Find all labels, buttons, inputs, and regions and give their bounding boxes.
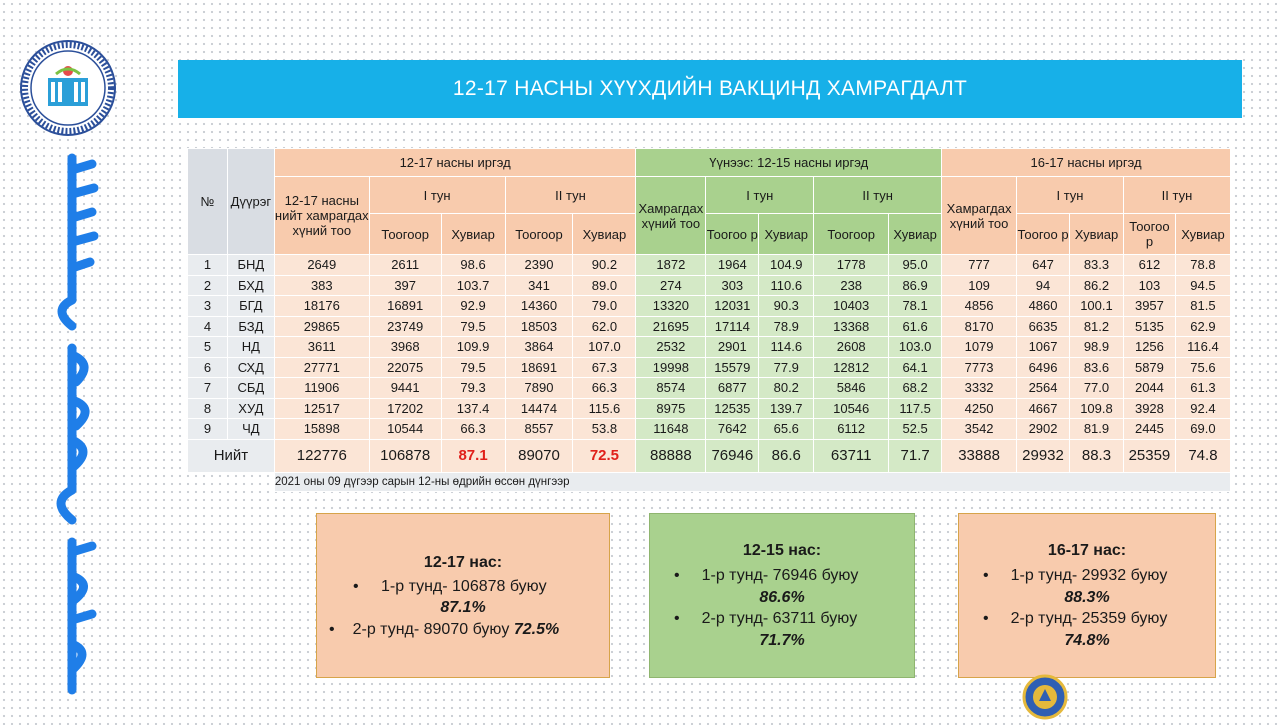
table-cell: 17114 [706, 316, 759, 337]
table-cell: 81.5 [1175, 296, 1230, 317]
table-cell: 88.3 [1070, 439, 1124, 472]
page-title: 12-17 НАСНЫ ХҮҮХДИЙН ВАКЦИНД ХАМРАГДАЛТ [178, 60, 1242, 118]
vaccination-table [187, 148, 1231, 492]
table-cell: 6112 [814, 419, 889, 440]
table-cell: 94 [1017, 275, 1070, 296]
summary-percent: 72.5% [513, 621, 560, 638]
table-row [188, 296, 1231, 317]
table-cell-highlight: 72.5 [573, 439, 636, 472]
table-cell: 7890 [505, 378, 573, 399]
table-cell: 61.3 [1175, 378, 1230, 399]
table-cell: 3957 [1123, 296, 1175, 317]
table-cell: 14360 [505, 296, 573, 317]
row-number: 6 [188, 357, 228, 378]
summary-line [983, 610, 1167, 628]
table-cell: 8170 [942, 316, 1017, 337]
table-cell: 12535 [706, 398, 759, 419]
table-cell: 18691 [505, 357, 573, 378]
table-cell: 92.9 [441, 296, 505, 317]
table-cell: 61.6 [889, 316, 942, 337]
table-row [188, 357, 1231, 378]
table-cell: 2611 [369, 255, 441, 276]
group-header-12-17: 12-17 насны иргэд [274, 149, 636, 177]
col-header-district: Дүүрэг [227, 149, 274, 255]
table-cell: 78.8 [1175, 255, 1230, 276]
table-row [188, 255, 1231, 276]
table-cell: 83.3 [1070, 255, 1124, 276]
table-row [188, 398, 1231, 419]
table-cell: 274 [636, 275, 706, 296]
summary-text: 1-р тунд- 106878 буюу [381, 578, 547, 595]
col-header-total-12-17: 12-17 насны нийт хамрагдах хүний тоо [274, 177, 369, 255]
table-cell: 110.6 [759, 275, 814, 296]
table-cell: 62.9 [1175, 316, 1230, 337]
vaccination-table-wrap [187, 148, 1231, 492]
table-cell: 397 [369, 275, 441, 296]
table-cell: 3611 [274, 337, 369, 358]
table-cell: 33888 [942, 439, 1017, 472]
table-cell: 2608 [814, 337, 889, 358]
row-number: 5 [188, 337, 228, 358]
table-cell: 139.7 [759, 398, 814, 419]
summary-box-16-17 [958, 513, 1216, 678]
col-header-dose1: I тун [1017, 177, 1124, 214]
table-cell: 23749 [369, 316, 441, 337]
district-name: СХД [227, 357, 274, 378]
table-cell: 2044 [1123, 378, 1175, 399]
district-name: БХД [227, 275, 274, 296]
district-name: СБД [227, 378, 274, 399]
table-cell: 8975 [636, 398, 706, 419]
table-cell: 66.3 [441, 419, 505, 440]
bullet-icon: • [353, 578, 359, 595]
total-label: Нийт [188, 439, 275, 472]
summary-text: 2-р тунд- 89070 буюу [352, 621, 510, 638]
district-name: БГД [227, 296, 274, 317]
table-cell: 12812 [814, 357, 889, 378]
table-cell: 12517 [274, 398, 369, 419]
group-header-16-17: 16-17 насны иргэд [942, 149, 1231, 177]
table-cell: 3864 [505, 337, 573, 358]
table-cell: 29932 [1017, 439, 1070, 472]
table-cell: 13320 [636, 296, 706, 317]
col-header-count: Тоогоо р [1017, 214, 1070, 255]
table-cell: 90.3 [759, 296, 814, 317]
summary-percent: 74.8% [1064, 632, 1110, 649]
summary-text: 2-р тунд- 25359 буюу [1010, 610, 1168, 627]
table-cell: 25359 [1123, 439, 1175, 472]
district-name: ЧД [227, 419, 274, 440]
table-cell: 53.8 [573, 419, 636, 440]
col-header-no: № [188, 149, 228, 255]
table-cell: 3968 [369, 337, 441, 358]
table-cell: 52.5 [889, 419, 942, 440]
table-cell: 78.9 [759, 316, 814, 337]
table-cell: 4250 [942, 398, 1017, 419]
table-cell: 18503 [505, 316, 573, 337]
summary-percent: 88.3% [1064, 589, 1110, 606]
table-cell: 10403 [814, 296, 889, 317]
col-header-dose2: II тун [505, 177, 636, 214]
col-header-total-12-15: Хамрагдах хүний тоо [636, 177, 706, 255]
row-number: 8 [188, 398, 228, 419]
table-cell: 68.2 [889, 378, 942, 399]
col-header-percent: Хувиар [573, 214, 636, 255]
table-cell: 94.5 [1175, 275, 1230, 296]
table-cell: 1778 [814, 255, 889, 276]
table-cell: 114.6 [759, 337, 814, 358]
table-cell: 18176 [274, 296, 369, 317]
summary-line [329, 621, 559, 639]
table-cell: 62.0 [573, 316, 636, 337]
table-cell: 89070 [505, 439, 573, 472]
col-header-dose2: II тун [1123, 177, 1230, 214]
col-header-percent: Хувиар [1070, 214, 1124, 255]
table-cell: 69.0 [1175, 419, 1230, 440]
table-cell: 10546 [814, 398, 889, 419]
table-cell: 79.0 [573, 296, 636, 317]
table-cell: 17202 [369, 398, 441, 419]
summary-line [674, 567, 858, 585]
table-cell: 2649 [274, 255, 369, 276]
table-cell: 8557 [505, 419, 573, 440]
table-cell: 109.8 [1070, 398, 1124, 419]
table-cell: 63711 [814, 439, 889, 472]
col-header-count: Тоогоор [505, 214, 573, 255]
table-cell: 103.7 [441, 275, 505, 296]
table-footnote: 2021 оны 09 дүгээр сарын 12-ны өдрийн өссөн дүнгээр [274, 472, 1230, 491]
col-header-count: Тоогоо р [706, 214, 759, 255]
col-header-count: Тоогоор [814, 214, 889, 255]
table-cell: 9441 [369, 378, 441, 399]
col-header-percent: Хувиар [759, 214, 814, 255]
table-cell: 1964 [706, 255, 759, 276]
summary-percent: 87.1% [440, 599, 486, 616]
table-cell: 6635 [1017, 316, 1070, 337]
table-cell: 1256 [1123, 337, 1175, 358]
table-cell: 13368 [814, 316, 889, 337]
bullet-icon: • [983, 567, 989, 584]
group-header-12-15: Үүнээс: 12-15 насны иргэд [636, 149, 942, 177]
table-cell: 122776 [274, 439, 369, 472]
table-cell: 78.1 [889, 296, 942, 317]
mongolian-script-decoration [42, 150, 102, 695]
table-cell: 1079 [942, 337, 1017, 358]
table-row [188, 419, 1231, 440]
summary-line [674, 610, 857, 628]
col-header-dose2: II тун [814, 177, 942, 214]
district-name: ХУД [227, 398, 274, 419]
table-cell: 4667 [1017, 398, 1070, 419]
state-emblem-icon [1022, 674, 1068, 720]
row-number: 3 [188, 296, 228, 317]
table-cell: 2445 [1123, 419, 1175, 440]
table-cell: 2901 [706, 337, 759, 358]
table-cell: 777 [942, 255, 1017, 276]
table-cell: 79.3 [441, 378, 505, 399]
table-cell: 75.6 [1175, 357, 1230, 378]
table-cell: 116.4 [1175, 337, 1230, 358]
table-cell: 3542 [942, 419, 1017, 440]
summary-line [983, 567, 1167, 585]
table-cell: 11648 [636, 419, 706, 440]
table-cell: 16891 [369, 296, 441, 317]
col-header-percent: Хувиар [1175, 214, 1230, 255]
table-cell: 95.0 [889, 255, 942, 276]
summary-heading: 16-17 нас: [1047, 542, 1127, 559]
table-row [188, 275, 1231, 296]
table-cell: 647 [1017, 255, 1070, 276]
col-header-percent: Хувиар [441, 214, 505, 255]
row-number: 7 [188, 378, 228, 399]
bullet-icon: • [674, 567, 680, 584]
table-cell: 86.2 [1070, 275, 1124, 296]
table-cell: 5135 [1123, 316, 1175, 337]
table-cell: 79.5 [441, 316, 505, 337]
table-cell: 88888 [636, 439, 706, 472]
table-cell: 2390 [505, 255, 573, 276]
table-cell: 106878 [369, 439, 441, 472]
col-header-dose1: I тун [369, 177, 505, 214]
table-cell: 103.0 [889, 337, 942, 358]
table-cell: 7642 [706, 419, 759, 440]
table-cell: 98.6 [441, 255, 505, 276]
table-cell: 92.4 [1175, 398, 1230, 419]
row-number: 9 [188, 419, 228, 440]
table-cell: 4860 [1017, 296, 1070, 317]
table-cell: 3332 [942, 378, 1017, 399]
table-cell: 83.6 [1070, 357, 1124, 378]
table-cell: 100.1 [1070, 296, 1124, 317]
table-cell: 86.9 [889, 275, 942, 296]
row-number: 2 [188, 275, 228, 296]
note-spacer [188, 472, 275, 491]
col-header-total-16-17: Хамрагдах хүний тоо [942, 177, 1017, 255]
table-cell: 1067 [1017, 337, 1070, 358]
summary-heading: 12-17 нас: [423, 554, 503, 571]
table-cell: 7773 [942, 357, 1017, 378]
table-cell: 12031 [706, 296, 759, 317]
row-number: 4 [188, 316, 228, 337]
table-cell: 1872 [636, 255, 706, 276]
table-cell: 19998 [636, 357, 706, 378]
table-cell: 71.7 [889, 439, 942, 472]
table-cell: 383 [274, 275, 369, 296]
table-cell: 109 [942, 275, 1017, 296]
district-name: БНД [227, 255, 274, 276]
summary-box-12-15 [649, 513, 915, 678]
table-cell: 15579 [706, 357, 759, 378]
table-cell: 10544 [369, 419, 441, 440]
summary-text: 2-р тунд- 63711 буюу [701, 610, 858, 627]
table-cell: 15898 [274, 419, 369, 440]
bullet-icon: • [983, 610, 989, 627]
table-cell: 5846 [814, 378, 889, 399]
table-cell: 98.9 [1070, 337, 1124, 358]
summary-heading: 12-15 нас: [742, 542, 822, 559]
col-header-count: Тоогоо р [1123, 214, 1175, 255]
table-row [188, 316, 1231, 337]
table-cell: 22075 [369, 357, 441, 378]
bullet-icon: • [329, 621, 335, 638]
summary-box-12-17 [316, 513, 610, 678]
table-cell: 29865 [274, 316, 369, 337]
col-header-percent: Хувиар [889, 214, 942, 255]
table-row [188, 378, 1231, 399]
table-cell: 2564 [1017, 378, 1070, 399]
table-cell: 103 [1123, 275, 1175, 296]
table-cell: 86.6 [759, 439, 814, 472]
table-cell-highlight: 87.1 [441, 439, 505, 472]
table-cell: 104.9 [759, 255, 814, 276]
summary-text: 1-р тунд- 29932 буюу [1010, 567, 1168, 584]
table-cell: 89.0 [573, 275, 636, 296]
table-cell: 303 [706, 275, 759, 296]
table-cell: 115.6 [573, 398, 636, 419]
table-cell: 4856 [942, 296, 1017, 317]
table-cell: 74.8 [1175, 439, 1230, 472]
table-cell: 612 [1123, 255, 1175, 276]
table-cell: 67.3 [573, 357, 636, 378]
table-row [188, 337, 1231, 358]
summary-text: 1-р тунд- 76946 буюу [701, 567, 859, 584]
summary-percent: 71.7% [759, 632, 805, 649]
table-cell: 14474 [505, 398, 573, 419]
district-name: БЗД [227, 316, 274, 337]
col-header-count: Тоогоор [369, 214, 441, 255]
table-cell: 137.4 [441, 398, 505, 419]
table-cell: 109.9 [441, 337, 505, 358]
table-cell: 80.2 [759, 378, 814, 399]
row-number: 1 [188, 255, 228, 276]
bullet-icon: • [674, 610, 680, 627]
table-cell: 2902 [1017, 419, 1070, 440]
table-cell: 6877 [706, 378, 759, 399]
table-cell: 11906 [274, 378, 369, 399]
table-cell: 77.9 [759, 357, 814, 378]
table-cell: 81.9 [1070, 419, 1124, 440]
table-cell: 81.2 [1070, 316, 1124, 337]
table-cell: 8574 [636, 378, 706, 399]
education-department-logo [18, 38, 118, 138]
table-cell: 76946 [706, 439, 759, 472]
table-cell: 90.2 [573, 255, 636, 276]
table-cell: 238 [814, 275, 889, 296]
table-cell: 117.5 [889, 398, 942, 419]
table-cell: 6496 [1017, 357, 1070, 378]
table-cell: 341 [505, 275, 573, 296]
table-cell: 5879 [1123, 357, 1175, 378]
table-cell: 27771 [274, 357, 369, 378]
table-cell: 2532 [636, 337, 706, 358]
table-cell: 21695 [636, 316, 706, 337]
table-cell: 3928 [1123, 398, 1175, 419]
district-name: НД [227, 337, 274, 358]
table-cell: 107.0 [573, 337, 636, 358]
summary-percent: 86.6% [759, 589, 805, 606]
table-cell: 66.3 [573, 378, 636, 399]
table-total-row [188, 439, 1231, 472]
table-cell: 79.5 [441, 357, 505, 378]
table-cell: 65.6 [759, 419, 814, 440]
table-cell: 64.1 [889, 357, 942, 378]
table-cell: 77.0 [1070, 378, 1124, 399]
col-header-dose1: I тун [706, 177, 814, 214]
